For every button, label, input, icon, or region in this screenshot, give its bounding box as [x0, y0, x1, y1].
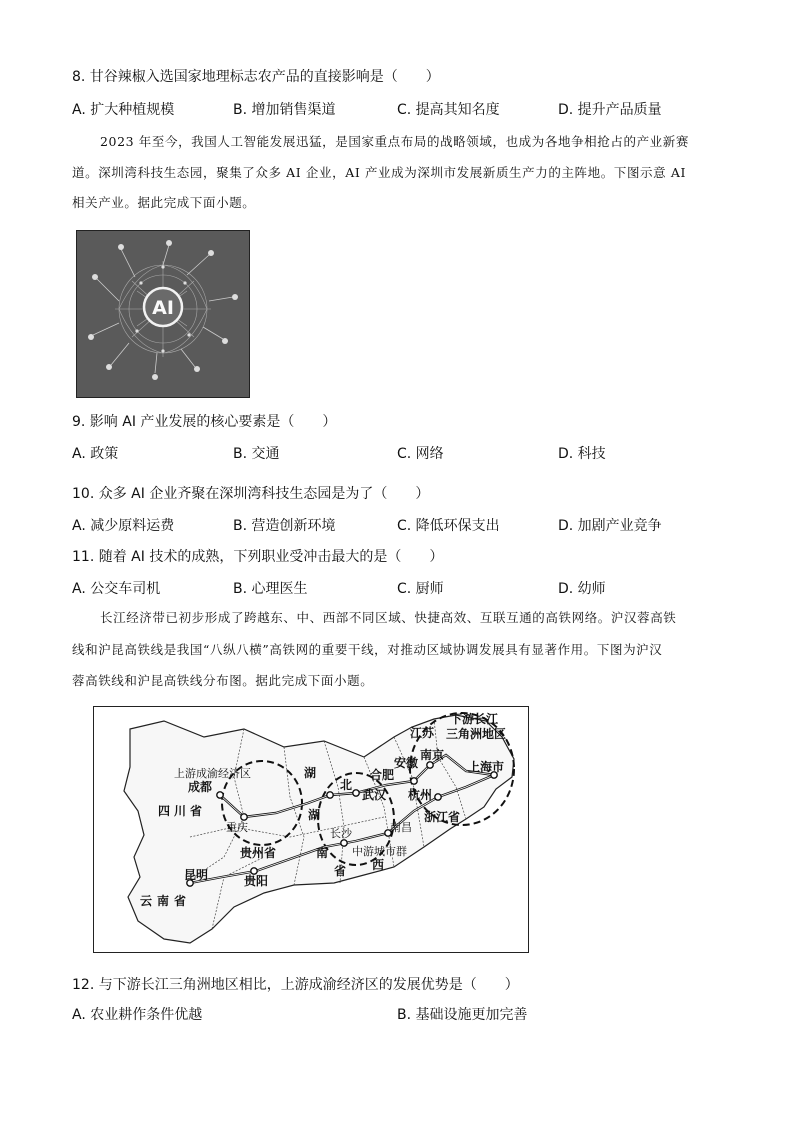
label-hubei-1: 湖 — [304, 766, 317, 780]
q12-option-b: B. 基础设施更加完善 — [397, 1007, 528, 1023]
q9-option-d: D. 科技 — [558, 446, 606, 462]
passage-1-line-1: 2023 年至今，我国人工智能发展迅猛，是国家重点布局的战略领域，也成为各地争相抢占的产业新赛 — [100, 134, 689, 149]
label-zhejiang: 浙江省 — [424, 810, 461, 824]
q8-option-a: A. 扩大种植规模 — [72, 102, 175, 118]
q12-option-a: A. 农业耕作条件优越 — [72, 1007, 203, 1023]
question-12-stem: 12. 与下游长江三角洲地区相比，上游成渝经济区的发展优势是（ ） — [72, 977, 519, 993]
q10-option-a: A. 减少原料运费 — [72, 518, 175, 534]
label-hunan-1: 湖 — [308, 808, 321, 822]
q9-option-b: B. 交通 — [233, 446, 280, 462]
label-kunming: 昆明 — [184, 868, 209, 882]
label-hunan-2: 南 — [316, 846, 329, 860]
question-10-stem: 10. 众多 AI 企业齐聚在深圳湾科技生态园是为了（ ） — [72, 486, 430, 502]
q10-option-d: D. 加剧产业竞争 — [558, 518, 662, 534]
q8-option-b: B. 增加销售渠道 — [233, 102, 336, 118]
label-hubei-2: 北 — [340, 778, 353, 792]
q10-option-b: B. 营造创新环境 — [233, 518, 336, 534]
railway-map-graphic — [94, 707, 528, 952]
q11-option-a: A. 公交车司机 — [72, 581, 161, 597]
question-8-stem: 8. 甘谷辣椒入选国家地理标志农产品的直接影响是（ ） — [72, 69, 440, 85]
label-downstream-2: 三角洲地区 — [446, 727, 507, 741]
label-nanchang: 南昌 — [390, 821, 412, 834]
q8-option-c: C. 提高其知名度 — [397, 102, 500, 118]
label-jiangxi: 西 — [372, 858, 385, 872]
label-guiyang: 贵阳 — [244, 874, 269, 888]
label-hefei: 合肥 — [370, 768, 395, 782]
ai-logo-text: AI — [152, 297, 174, 319]
ai-network-graphic — [77, 231, 249, 397]
label-chengdu: 成都 — [188, 780, 213, 794]
passage-1-line-3: 相关产业。据此完成下面小题。 — [72, 195, 256, 210]
q8-option-d: D. 提升产品质量 — [558, 102, 662, 118]
label-sichuan: 四川省 — [158, 804, 207, 818]
label-guizhou: 贵州省 — [240, 846, 277, 860]
passage-1-line-2: 道。深圳湾科技生态园，聚集了众多 AI 企业，AI 产业成为深圳市发展新质生产力的主阵地。下图示意 AI — [72, 165, 686, 180]
label-shanghai: 上海市 — [468, 760, 505, 774]
label-wuhan: 武汉 — [362, 788, 387, 802]
label-upstream-zone: 上游成渝经济区 — [174, 767, 251, 780]
label-downstream-1: 下游长江 — [450, 712, 499, 726]
question-11-stem: 11. 随着 AI 技术的成熟，下列职业受冲击最大的是（ ） — [72, 549, 444, 565]
label-nanjing: 南京 — [420, 748, 445, 762]
label-yunnan: 云南省 — [140, 894, 192, 908]
label-anhui: 安徽 — [394, 756, 419, 770]
q11-option-d: D. 幼师 — [558, 581, 606, 597]
railway-map — [93, 706, 529, 953]
label-hangzhou: 杭州 — [408, 788, 433, 802]
q9-option-c: C. 网络 — [397, 446, 444, 462]
label-midstream-cluster: 中游城市群 — [352, 845, 407, 858]
passage-2-line-1: 长江经济带已初步形成了跨越东、中、西部不同区域、快捷高效、互联互通的高铁网络。沪汉蓉高铁 — [100, 610, 677, 625]
label-changsha: 长沙 — [330, 827, 352, 840]
label-hunan-3: 省 — [334, 864, 347, 878]
label-jiangsu: 江苏 — [410, 726, 435, 740]
label-chongqing: 重庆 — [226, 821, 248, 834]
passage-2-line-3: 蓉高铁线和沪昆高铁线分布图。据此完成下面小题。 — [72, 673, 374, 688]
ai-industry-figure — [76, 230, 250, 398]
q9-option-a: A. 政策 — [72, 446, 119, 462]
question-9-stem: 9. 影响 AI 产业发展的核心要素是（ ） — [72, 414, 337, 430]
q10-option-c: C. 降低环保支出 — [397, 518, 500, 534]
passage-2-line-2: 线和沪昆高铁线是我国“八纵八横”高铁网的重要干线，对推动区域协调发展具有显著作用。下图为沪汉 — [72, 642, 663, 657]
q11-option-b: B. 心理医生 — [233, 581, 308, 597]
q11-option-c: C. 厨师 — [397, 581, 444, 597]
